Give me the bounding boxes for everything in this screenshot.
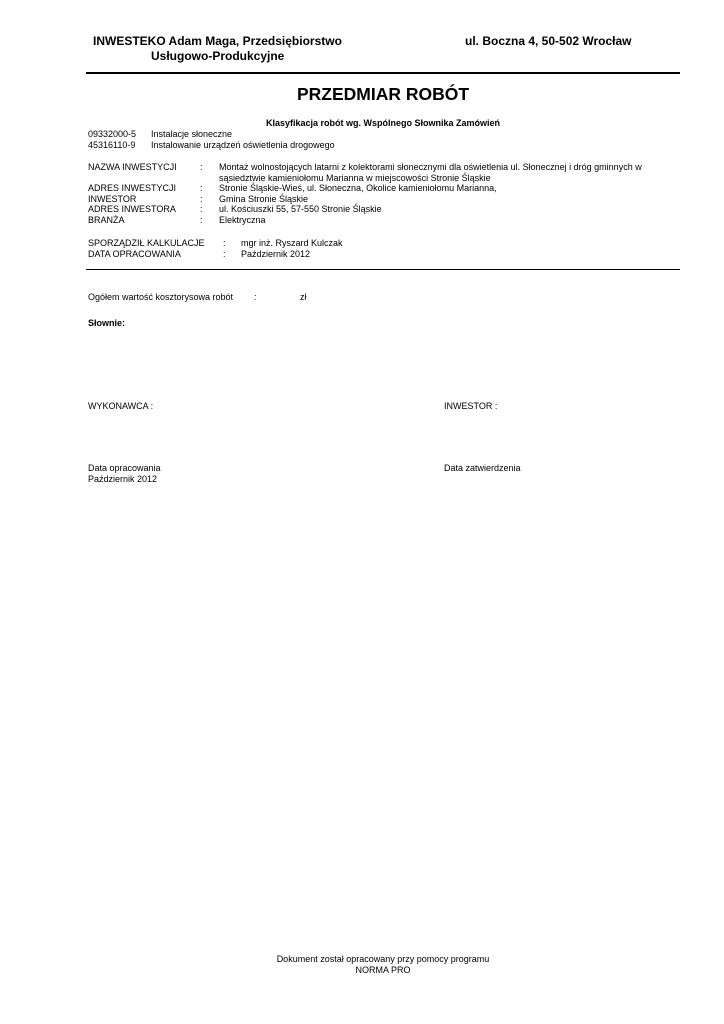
info-row-adres-inwestora [88, 204, 679, 215]
classification-item [88, 129, 335, 140]
investment-info [88, 162, 679, 225]
company-name-line2: Usługowo-Produkcyjne [151, 49, 285, 63]
footer-note [0, 954, 724, 975]
date-prepared-value: Październik 2012 [88, 473, 158, 484]
total-label: Ogółem wartość kosztorysowa robót [88, 292, 234, 302]
info-value: Elektryczna [219, 214, 266, 225]
prepared-label: DATA OPRACOWANIA [88, 248, 181, 259]
info-separator: : [200, 193, 203, 204]
classification-code: 45316110-9 [88, 139, 136, 150]
investor-label: INWESTOR : [444, 401, 498, 411]
info-separator: : [200, 183, 203, 193]
company-name-line1: INWESTEKO Adam Maga, Przedsiębiorstwo [93, 34, 342, 48]
footer-line2: NORMA PRO [355, 964, 411, 975]
company-address: ul. Boczna 4, 50-502 Wrocław [465, 34, 632, 48]
info-row-branza [88, 215, 679, 226]
section-divider [86, 269, 680, 270]
info-separator: : [200, 162, 203, 172]
classification-name: Instalowanie urządzeń oświetlenia drogowego [151, 139, 335, 150]
prepared-label: SPORZĄDZIŁ KALKULACJE [88, 238, 205, 248]
header-divider [86, 72, 680, 74]
info-separator: : [200, 204, 203, 214]
info-value: ul. Kościuszki 55, 57-550 Stronie Śląskie [219, 204, 382, 214]
info-value: Gmina Stronie Śląskie [219, 193, 309, 204]
info-row-inwestor [88, 194, 679, 205]
classification-list [88, 129, 335, 150]
classification-name: Instalacje słoneczne [151, 129, 233, 139]
prepared-value: Październik 2012 [241, 248, 311, 259]
prepared-info [88, 238, 343, 259]
total-separator: : [254, 292, 257, 302]
slownie-label: Słownie: [88, 318, 126, 328]
prepared-separator: : [223, 248, 226, 259]
date-approved-label: Data zatwierdzenia [444, 463, 521, 473]
prepared-row-date [88, 249, 343, 260]
info-value: Stronie Śląskie-Wieś, ul. Słoneczna, Okolice kamieniołomu Marianna, [219, 183, 497, 193]
date-prepared [88, 463, 161, 484]
info-separator: : [200, 214, 203, 225]
company-name [93, 34, 342, 64]
total-currency: zł [300, 292, 307, 302]
info-row-adres [88, 183, 679, 194]
contractor-label: WYKONAWCA : [88, 401, 154, 411]
total-value-row [88, 292, 307, 302]
info-label: BRANŻA [88, 214, 125, 225]
info-label: ADRES INWESTYCJI [88, 183, 177, 193]
date-prepared-label: Data opracowania [88, 463, 161, 473]
prepared-row-author [88, 238, 343, 249]
info-label: INWESTOR [88, 193, 137, 204]
page-title: PRZEDMIAR ROBÓT [296, 84, 470, 104]
info-row-nazwa [88, 162, 679, 183]
info-label: ADRES INWESTORA [88, 204, 176, 214]
prepared-separator: : [223, 238, 226, 248]
classification-item [88, 140, 335, 151]
info-label: NAZWA INWESTYCJI [88, 162, 177, 172]
classification-code: 09332000-5 [88, 129, 137, 139]
footer-line1: Dokument został opracowany przy pomocy programu [276, 954, 490, 964]
prepared-value: mgr inż. Ryszard Kulczak [241, 238, 343, 248]
info-value: Montaż wolnostojących latarni z kolektorami słonecznymi dla oświetlenia ul. Słonecznej i dróg gminnych w sąsiedztwie kamieniołomu Marianna w miejscowości Stronie Śląskie [219, 162, 642, 183]
classification-title: Klasyfikacja robót wg. Wspólnego Słownika Zamówień [265, 118, 501, 128]
